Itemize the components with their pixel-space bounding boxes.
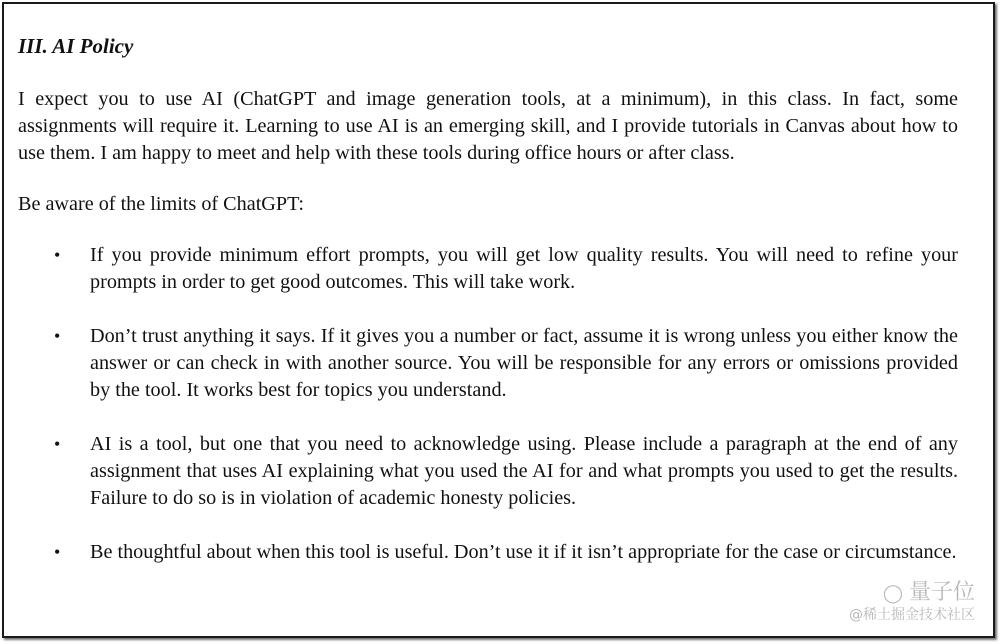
list-item-text: AI is a tool, but one that you need to acknowledge using. Please include a paragraph at the end of any assignment that uses AI explaining what you used the AI for and what prompts you used to get the results. Failure to do so is in violation of academic honesty policies. [90, 433, 958, 509]
list-item [18, 431, 958, 512]
bullet-icon: • [54, 434, 61, 454]
list-item [18, 323, 958, 404]
list-item-text: Don’t trust anything it says. If it gives you a number or fact, assume it is wrong unless you either know the answer or can check in with another source. You will be responsible for any errors or omissions provided by the tool. It works best for topics you understand. [90, 325, 958, 401]
watermark [849, 581, 975, 624]
document-frame [2, 2, 995, 638]
bullet-icon: • [54, 542, 61, 562]
list-item [18, 539, 958, 566]
policy-section [18, 34, 958, 593]
list-item-text: Be thoughtful about when this tool is useful. Don’t use it if it isn’t appropriate for the case or circumstance. [90, 541, 957, 563]
watermark-source: @稀土掘金技术社区 [849, 607, 975, 623]
limits-label: Be aware of the limits of ChatGPT: [18, 193, 305, 215]
section-heading: III. AI Policy [18, 34, 134, 58]
intro-paragraph: I expect you to use AI (ChatGPT and image generation tools, at a minimum), in this class. In fact, some assignments will require it. Learning to use AI is an emerging skill, and I provide tutorials in Canvas about how to use them. I am happy to meet and help with these tools during office hours or after class. [18, 88, 958, 164]
bullet-icon: • [54, 245, 61, 265]
watermark-top [849, 581, 975, 606]
list-item [18, 242, 958, 296]
bullet-icon: • [54, 326, 61, 346]
limits-list [18, 242, 958, 566]
wechat-icon: ◯ [882, 583, 903, 604]
watermark-brand: 量子位 [908, 580, 975, 605]
list-item-text: If you provide minimum effort prompts, you will get low quality results. You will need to refine your prompts in order to get good outcomes. This will take work. [90, 244, 958, 293]
